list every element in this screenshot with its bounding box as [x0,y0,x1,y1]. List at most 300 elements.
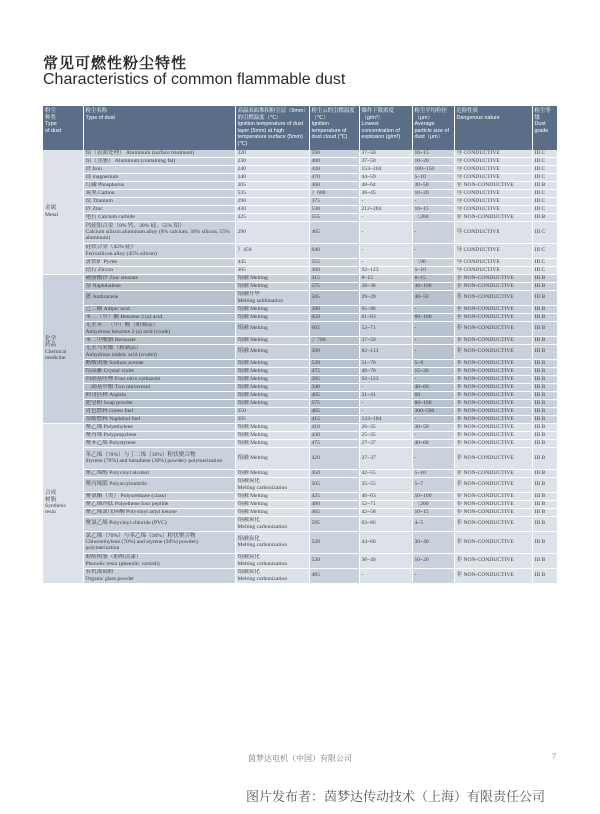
table-row [43,469,557,477]
table-cell: 导 CONDUCTIVE [454,157,532,165]
table-row [43,508,557,516]
table-cell: III B [532,359,557,367]
table-cell: 500 [309,344,359,359]
table-cell: - [412,321,454,336]
table-cell: 580 [309,305,359,313]
table-cell: 395 [235,415,309,423]
table-cell: 熔融 Melting [235,391,309,399]
table-row [43,553,557,568]
table-cell: 5~10 [412,266,454,274]
table-row [43,531,557,553]
table-cell: 熔融 Melting [235,274,309,282]
table-cell: 555 [309,258,359,266]
table-cell: 520 [309,531,359,553]
table-cell: 10~20 [412,189,454,197]
table-row [43,375,557,383]
dust-category-cell: 金属 Metal [43,150,83,275]
table-cell: III B [532,367,557,375]
table-cell: 熔融 Melting [235,508,309,516]
table-cell: 305 [235,266,309,274]
table-cell: 410 [309,423,359,431]
table-cell: III B [532,407,557,415]
table-cell: 苯乙烯（70%）与丁二烯（30%）粉状聚合物 Styrene (70%) and butadiene (30%) powdery polymerization [83,447,235,469]
table-cell: 360 [309,266,359,274]
table-cell: 己二酸 Adipic acid [83,305,235,313]
table-cell: 熔融 Melting [235,469,309,477]
dust-characteristics-table [43,106,558,584]
table-cell: 44~59 [359,173,412,181]
table-cell: 非 NON-CONDUCTIVE [454,423,532,431]
table-cell: 575 [309,282,359,290]
table-cell: 360 [309,181,359,189]
table-cell: 聚乙烯 Polyethylene [83,423,235,431]
table-cell: 80~100 [412,313,454,321]
table-cell: 苯二（甲）酸 Benzene 2 (a) acid [83,313,235,321]
table-cell: 熔融 Melting [235,282,309,290]
table-cell: 非 NON-CONDUCTIVE [454,290,532,305]
table-cell: III C [532,157,557,165]
table-cell: 153~204 [359,165,412,173]
table-cell: 非 NON-CONDUCTIVE [454,568,532,583]
table-cell: III C [532,197,557,205]
table-cell: - [359,568,412,583]
table-cell: 640 [309,243,359,258]
table-row [43,367,557,375]
table-cell: 熔融 Melting [235,492,309,500]
table-row [43,383,557,391]
table-cell: 有机玻璃粉 Organic glass powder [83,568,235,583]
table-cell: 60 [412,391,454,399]
table-cell: 92~123 [359,375,412,383]
table-cell: 480 [309,500,359,508]
table-cell: 42~55 [359,469,412,477]
table-cell: 导 CONDUCTIVE [454,221,532,243]
table-cell: 10~15 [412,205,454,213]
table-cell: 29~39 [359,290,412,305]
table-cell: 非 NON-CONDUCTIVE [454,477,532,492]
table-cell: III B [532,439,557,447]
table-cell: 10~15 [412,508,454,516]
table-cell: 铝（表面处理） Aluminum (surface treatment) [83,150,235,158]
table-cell: 〈90 [412,258,454,266]
table-cell: III B [532,181,557,189]
column-header: 粉尘平均粒径（μm） Average particle size of dust（μm） [412,106,454,150]
table-cell: 92~123 [359,266,412,274]
table-cell: 4~5 [412,516,454,531]
table-cell: 导 CONDUCTIVE [454,205,532,213]
table-cell: III C [532,150,557,158]
table-cell: 305 [235,181,309,189]
table-cell: 聚乙烯氮戊环酮 Polyvinyl amyl ketone [83,508,235,516]
table-cell: 蒽 Anthracene [83,290,235,305]
table-cell: III B [532,508,557,516]
table-row [43,258,557,266]
table-cell: 40~60 [412,383,454,391]
table-cell: - [359,399,412,407]
column-header: 粉尘等级 Dust grade [532,106,557,150]
table-cell: 63~86 [359,516,412,531]
table-row [43,477,557,492]
table-row [43,205,557,213]
table-cell: 37~50 [359,157,412,165]
table-cell: III B [532,391,557,399]
table-cell: 熔融 Melting [235,313,309,321]
table-cell: 非 NON-CONDUCTIVE [454,181,532,189]
table-row [43,290,557,305]
table-cell: 485 [309,568,359,583]
table-cell: 80~100 [412,399,454,407]
table-cell: 465 [309,508,359,516]
table-cell: 415 [309,415,359,423]
table-cell: III C [532,189,557,197]
table-cell: 非 NON-CONDUCTIVE [454,553,532,568]
column-header: 危险性质 Dangerous nature [454,106,532,150]
table-cell: 〈200 [412,500,454,508]
table-cell: 聚氯乙烯 Polyvinyl chloride (PVC) [83,516,235,531]
table-cell: 5~10 [412,173,454,181]
table-cell: 430 [309,431,359,439]
table-cell: III C [532,243,557,258]
table-cell: III B [532,516,557,531]
table-cell: 230 [235,157,309,165]
table-row [43,266,557,274]
table-cell: ）700 [309,336,359,344]
table-cell: - [359,407,412,415]
table-cell: - [412,415,454,423]
dust-category-cell: 合成 树脂 Synthetic resin [43,423,83,583]
table-cell: 420 [309,447,359,469]
table-cell: 44~60 [359,531,412,553]
table-cell: 氯乙烯（70%）与苯乙烯（30%）粉状聚合物 Chloroethylene (70%) and styrene (30%) powdery polymerization [83,531,235,553]
table-cell: III B [532,336,557,344]
table-cell: 非 NON-CONDUCTIVE [454,447,532,469]
table-cell: 非 NON-CONDUCTIVE [454,469,532,477]
table-cell: 熔融炭化 Melting carbonization [235,553,309,568]
table-cell: III B [532,290,557,305]
table-cell: - [412,568,454,583]
table-cell: 非 NON-CONDUCTIVE [454,359,532,367]
table-cell: - [359,383,412,391]
table-cell: 31~41 [359,391,412,399]
table-cell: 575 [309,399,359,407]
table-cell: 导 CONDUCTIVE [454,243,532,258]
table-cell: 340 [235,173,309,181]
table-cell: 5~7 [412,477,454,492]
table-cell: 430 [235,205,309,213]
table-cell: 酚醛树脂（酚醛清漆） Phenolic resin (phenolic varnish) [83,553,235,568]
table-cell: 82~113 [359,344,412,359]
table-cell: III B [532,344,557,359]
table-row [43,282,557,290]
table-row [43,189,557,197]
table-row [43,423,557,431]
table-row [43,391,557,399]
table-cell: 46~63 [359,492,412,500]
table-cell: 5~10 [412,469,454,477]
table-cell: III B [532,531,557,553]
table-cell: 605 [309,321,359,336]
table-cell: 四硝基咔唑 Four nitro carbazole [83,375,235,383]
table-cell: 非 NON-CONDUCTIVE [454,407,532,415]
table-cell: 无水苯二（甲）酸（粗制品） Anhydrous benzene 2 (a) acid (crude) [83,321,235,336]
table-cell: 50~100 [412,492,454,500]
table-cell: 30~50 [412,181,454,189]
table-cell: 27~37 [359,447,412,469]
table-cell: - [412,447,454,469]
table-cell: 10~15 [412,150,454,158]
table-cell: 醋酸钠脂 Sodium acetate [83,359,235,367]
table-cell: 熔融 Melting [235,344,309,359]
table-cell: 熔融 Melting [235,336,309,344]
table-row [43,221,557,243]
table-cell: 37~50 [359,336,412,344]
table-cell: 240 [235,165,309,173]
table-cell: 非 NON-CONDUCTIVE [454,439,532,447]
table-cell: 395 [309,375,359,383]
table-cell: 导 CONDUCTIVE [454,197,532,205]
table-cell: III B [532,213,557,221]
table-cell: 375 [309,197,359,205]
table-cell: 非 NON-CONDUCTIVE [454,321,532,336]
table-cell: - [359,221,412,243]
table-cell: III B [532,399,557,407]
table-cell: 535 [235,189,309,197]
table-row [43,492,557,500]
table-row [43,173,557,181]
table-cell: 熔融 Melting [235,321,309,336]
table-cell: 导 CONDUCTIVE [454,150,532,158]
table-cell: - [359,243,412,258]
table-cell: ）450 [235,243,309,258]
table-cell: 42~58 [359,508,412,516]
table-cell: 315 [309,274,359,282]
table-cell: 30~50 [412,423,454,431]
table-cell: 锌 Zinc [83,205,235,213]
table-cell: 非 NON-CONDUCTIVE [454,431,532,439]
table-row [43,336,557,344]
table-cell: 36~40 [359,553,412,568]
table-cell: 电石 Calcium carbide [83,213,235,221]
table-cell: 熔融 Melting [235,439,309,447]
table-row [43,439,557,447]
table-cell: 37~50 [359,150,412,158]
table-cell: 425 [309,492,359,500]
table-cell: 苯二甲酸脂 Benzoate [83,336,235,344]
table-cell: 非 NON-CONDUCTIVE [454,282,532,290]
table-cell: 325 [235,213,309,221]
table-cell: 熔融炭化 Melting carbonization [235,568,309,583]
table-row [43,313,557,321]
table-cell: 导 CONDUCTIVE [454,258,532,266]
table-cell: 40~50 [412,290,454,305]
table-cell: 硅铁合金（45% 硅） Ferrosilicon alloy (45% silicon) [83,243,235,258]
table-cell: III B [532,492,557,500]
table-cell: 熔融 Melting [235,423,309,431]
table-cell: 非 NON-CONDUCTIVE [454,531,532,553]
table-cell: 320 [235,150,309,158]
table-cell: III B [532,469,557,477]
table-cell: 黄铁矿 Pyrite [83,258,235,266]
table-cell: 聚丙烯腈 Polyacrylonitrile [83,477,235,492]
table-cell: 340 [309,383,359,391]
table-cell: 红磷 Phosphorus [83,181,235,189]
table-row [43,447,557,469]
table-cell: 熔融炭化 Melting carbonization [235,531,309,553]
table-cell: 8~15 [359,274,412,282]
table-cell: 555 [309,213,359,221]
table-row [43,305,557,313]
publisher-caption: 图片发布者：茵梦达传动技术（上海）有限责任公司 [246,790,546,805]
table-cell: 熔融 Melting [235,305,309,313]
table-row [43,359,557,367]
table-cell: 熔融 Melting [235,431,309,439]
table-row [43,407,557,415]
table-row [43,157,557,165]
table-cell: 430 [309,165,359,173]
column-header: 爆炸下限浓度（g/m³） Lowest concentration of explosion (g/m³) [359,106,412,150]
table-cell: 熔融炭化 Melting carbonization [235,477,309,492]
table-cell: 熔融 Melting [235,500,309,508]
table-cell: 硬脂酸锌 Zinc stearate [83,274,235,282]
table-cell: 非 NON-CONDUCTIVE [454,367,532,375]
table-cell: - [412,197,454,205]
table-cell: 熔融升华 Melting sublimation [235,290,309,305]
table-row [43,568,557,583]
table-cell: 133~184 [359,415,412,423]
table-cell: 520 [309,553,359,568]
table-cell: - [359,258,412,266]
table-cell: III B [532,282,557,290]
table-cell: 46~70 [359,367,412,375]
table-cell: - [412,375,454,383]
table-cell: 465 [309,407,359,415]
table-cell: 聚乙烯醇 Polyvinyl alcohol [83,469,235,477]
table-cell: 青色燃料 Green fuel [83,407,235,415]
table-cell: 450 [309,469,359,477]
table-cell: 非 NON-CONDUCTIVE [454,375,532,383]
table-cell: 290 [235,221,309,243]
column-header: 粉尘名称 Type of dust [83,106,235,150]
table-cell: 熔融炭化 Melting carbonization [235,516,309,531]
table-cell: 导 CONDUCTIVE [454,173,532,181]
table-cell: 熔融 Melting [235,359,309,367]
table-cell: III B [532,447,557,469]
table-cell: 锆石 Zircon [83,266,235,274]
table-cell: 镁 magnesium [83,173,235,181]
table-cell: 熔融 Melting [235,447,309,469]
table-cell: - [412,221,454,243]
table-cell: 52~71 [359,500,412,508]
table-cell: 非 NON-CONDUCTIVE [454,213,532,221]
table-cell: 28~38 [359,282,412,290]
table-cell: 405 [309,391,359,399]
table-cell: 熔融 Melting [235,399,309,407]
footer-company: 茵梦达电机（中国）有限公司 [248,754,352,763]
table-cell: 51~70 [359,359,412,367]
table-cell: 475 [309,367,359,375]
table-cell: III C [532,173,557,181]
table-cell: 萘酚燃料 Naphthol fuel [83,415,235,423]
table-row [43,415,557,423]
table-cell: III B [532,321,557,336]
table-cell: 505 [309,290,359,305]
table-cell: III B [532,375,557,383]
table-cell: 26~35 [359,423,412,431]
table-cell: 650 [309,313,359,321]
table-cell: III B [532,500,557,508]
table-cell: 非 NON-CONDUCTIVE [454,516,532,531]
table-cell: 二硝基甲酚 Two nitrocresol [83,383,235,391]
table-cell: III B [532,274,557,282]
table-cell: III C [532,221,557,243]
table-cell: 61~83 [359,313,412,321]
page-title-cn: 常见可燃性粉尘特性 [43,55,188,72]
table-cell: III B [532,477,557,492]
table-cell: 400 [309,157,359,165]
table-cell: 非 NON-CONDUCTIVE [454,500,532,508]
table-cell: ）600 [309,189,359,197]
table-cell: 铝（含脂） Aluminum (containing fat) [83,157,235,165]
table-cell: III B [532,568,557,583]
table-row [43,516,557,531]
table-row [43,321,557,336]
table-row [43,165,557,173]
table-cell: 52~71 [359,321,412,336]
column-header: 高温表面堆积粉尘层（5mm）的引燃温度（℃） Ignition temperature of dust layer (5mm) at high temperature surface (5mm) (℃) [235,106,309,150]
table-cell: III B [532,305,557,313]
table-cell: 30~100 [412,282,454,290]
table-cell: 40~60 [412,439,454,447]
table-cell: 非 NON-CONDUCTIVE [454,391,532,399]
table-row [43,213,557,221]
table-cell: 非 NON-CONDUCTIVE [454,415,532,423]
table-cell: 15~30 [412,367,454,375]
table-cell: 非 NON-CONDUCTIVE [454,274,532,282]
table-cell: III B [532,553,557,568]
column-header: 粉尘 种类 Type of dust [43,106,83,150]
table-cell: 25~35 [359,431,412,439]
table-cell: III C [532,266,557,274]
table-cell: 〈200 [412,213,454,221]
table-cell: 导 CONDUCTIVE [454,165,532,173]
table-cell: 35~55 [359,477,412,492]
table-cell: 非 NON-CONDUCTIVE [454,305,532,313]
table-cell: - [359,197,412,205]
table-cell: - [412,344,454,359]
table-cell: 聚乙烯四肽 Polyethene four peptide [83,500,235,508]
table-cell: III B [532,431,557,439]
table-cell: 470 [309,173,359,181]
table-cell: 27~37 [359,439,412,447]
table-cell: 530 [309,205,359,213]
table-cell: 非 NON-CONDUCTIVE [454,313,532,321]
table-cell: 300~500 [412,407,454,415]
table-cell: 肥皂粉 Soap powder [83,399,235,407]
column-header: 粉尘云的引燃温度（℃） Ignition temperature of dust cloud (℃) [309,106,359,150]
table-cell: 熔融 Melting [235,367,309,375]
table-cell: 非 NON-CONDUCTIVE [454,492,532,500]
table-row [43,274,557,282]
table-cell: 非 NON-CONDUCTIVE [454,344,532,359]
table-cell: 590 [309,150,359,158]
table-cell: 萘 Naphthalene [83,282,235,290]
table-cell: III B [532,423,557,431]
table-row [43,243,557,258]
table-cell: 595 [309,516,359,531]
table-cell: - [412,336,454,344]
table-cell: 350 [235,407,309,415]
table-cell: 聚氨酯（类） Polyurethane (class) [83,492,235,500]
